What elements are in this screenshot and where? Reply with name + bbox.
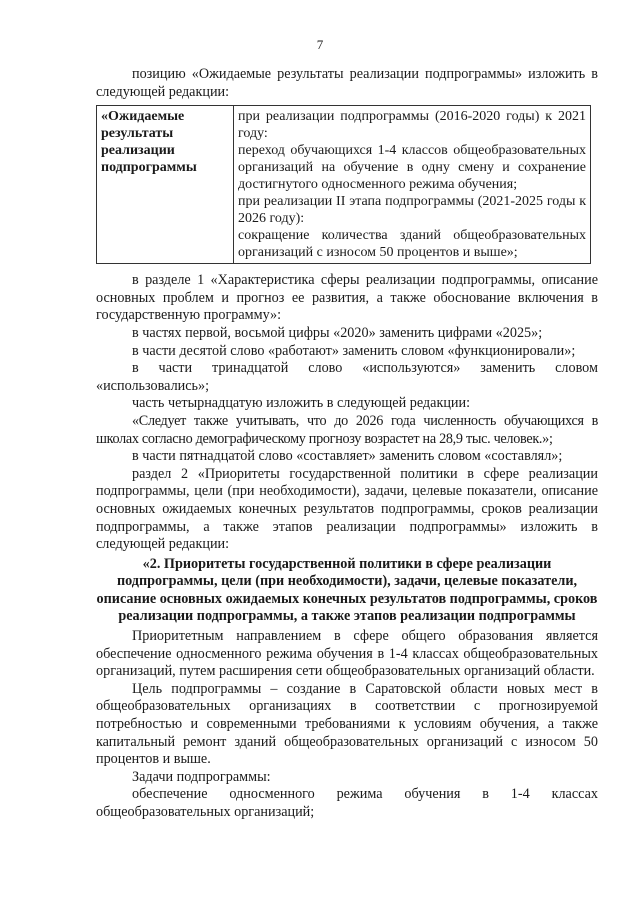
page-number: 7 <box>316 37 324 52</box>
document-body <box>96 66 598 822</box>
results-line: при реализации II этапа подпрограммы (2021-2025 годы к 2026 году): <box>238 194 586 227</box>
paragraph: часть четырнадцатую изложить в следующей редакции: <box>132 395 471 412</box>
paragraph: Цель подпрограммы – создание в Саратовской области новых мест в общеобразовательных организациях в соответствии с прогнозируемой потребностью и современными требованиями к условиям обучения, а также капитальный ремонт зданий общеобразовательных организаций с износом 50 процентов и выше. <box>96 680 598 768</box>
paragraph: раздел 2 «Приоритеты государственной политики в сфере реализации подпрограммы, цели (при необходимости), задачи, целевые показатели, описание основных ожидаемых конечных результатов подпрограммы, сроков реализации подпрограммы, а также этапов реализации подпрограммы» изложить в следующей редакции: <box>96 465 598 553</box>
paragraph: в разделе 1 «Характеристика сферы реализации подпрограммы, описание основных проблем и прогноз ее развития, а также обоснование включения в государственную программу»: <box>96 272 598 324</box>
paragraph: в частях первой, восьмой цифры «2020» заменить цифрами «2025»; <box>132 324 543 341</box>
intro-paragraph: позицию «Ожидаемые результаты реализации подпрограммы» изложить в следующей редакции: <box>96 66 598 100</box>
section-heading: «2. Приоритеты государственной политики в сфере реализации подпрограммы, цели (при необходимости), задачи, целевые показатели, описание основных ожидаемых конечных результатов подпрограммы, сроков реализации подпрограммы, а также этапов реализации подпрограммы <box>96 555 598 625</box>
paragraph: в части десятой слово «работают» заменить словом «функционировали»; <box>132 342 576 359</box>
results-line: переход обучающихся 1-4 классов общеобразовательных организаций на обучение в одну смену и сохранение достигнутого односменного режима обучения; <box>238 143 586 193</box>
paragraph: в части тринадцатой слово «используются» заменить словом «использовались»; <box>96 360 598 394</box>
results-table <box>96 105 591 264</box>
results-table-value <box>234 106 591 264</box>
paragraph: Задачи подпрограммы: <box>132 768 271 785</box>
paragraph: Приоритетным направлением в сфере общего образования является обеспечение односменного режима обучения в 1-4 классах общеобразовательных организаций, путем расширения сети общеобразовательных организаций области. <box>96 628 598 680</box>
results-table-label: «Ожидаемые результаты реализации подпрограммы <box>97 106 234 264</box>
results-line: при реализации подпрограммы (2016-2020 годы) к 2021 году: <box>238 109 586 142</box>
paragraph: в части пятнадцатой слово «составляет» заменить словом «составлял»; <box>132 448 563 465</box>
paragraph: «Следует также учитывать, что до 2026 года численность обучающихся в школах согласно демографическому прогнозу возрастет на 28,9 тыс. человек.»; <box>96 412 598 447</box>
results-line: сокращение количества зданий общеобразовательных организаций с износом 50 процентов и выше»; <box>238 228 586 261</box>
paragraph: обеспечение односменного режима обучения в 1-4 классах общеобразовательных организаций; <box>96 786 598 820</box>
